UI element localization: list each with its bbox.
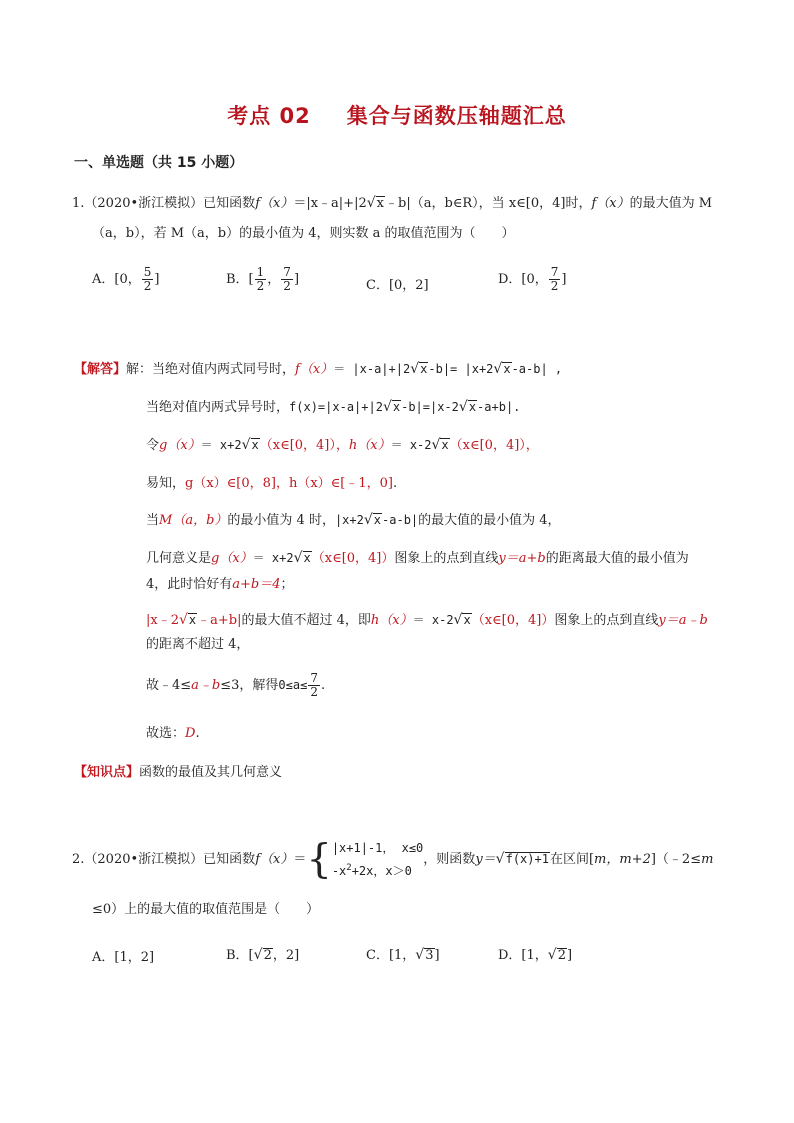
solution-line-7 bbox=[146, 573, 294, 592]
knowledge-point-tag: 【知识点】 bbox=[74, 765, 140, 780]
solution-text: 的最小值为 4 时， bbox=[227, 513, 335, 528]
solution-tag: 【解答】 bbox=[74, 362, 127, 377]
math-expr: -x bbox=[331, 864, 347, 878]
math-domain: （x∈[0，4]）， bbox=[259, 438, 349, 453]
solution-line-1 bbox=[74, 358, 562, 377]
math-expr: +2x，x＞0 bbox=[351, 864, 412, 878]
math-domain: （x∈[0，4]） bbox=[311, 551, 395, 566]
math-expr: g（x）∈[0，8]，h（x）∈[﹣1，0] bbox=[185, 476, 393, 491]
sqrt-symbol: √ bbox=[179, 612, 188, 628]
option-text: ] bbox=[154, 272, 160, 287]
denominator: 2 bbox=[143, 279, 152, 293]
question-2-line-2: ≤0）上的最大值的取值范围是（ ） bbox=[92, 902, 320, 917]
sqrt-radicand: x bbox=[503, 362, 511, 376]
option-d[interactable] bbox=[498, 944, 572, 963]
sqrt-symbol: √ bbox=[363, 512, 373, 528]
math-expr: |x﹣ bbox=[146, 613, 171, 628]
math-hx: h（x） bbox=[348, 438, 391, 453]
math-expr: a+b＝4 bbox=[232, 577, 281, 592]
math-domain: （x∈[0，4]）， bbox=[449, 438, 539, 453]
option-text: A．[0， bbox=[92, 272, 141, 287]
numerator: 7 bbox=[310, 671, 318, 685]
sqrt-symbol: √ bbox=[547, 947, 557, 963]
math-expr: 2 bbox=[170, 613, 179, 628]
sqrt-radicand: x bbox=[468, 400, 477, 414]
solution-text: 的距离最大值的最小值为 bbox=[545, 551, 689, 566]
solution-text: . bbox=[393, 476, 398, 491]
option-text: D．[0， bbox=[498, 272, 548, 287]
denominator: 2 bbox=[283, 279, 291, 293]
math-expr: m bbox=[701, 852, 714, 867]
math-domain: （x∈[0，4]） bbox=[471, 613, 555, 628]
math-expr: y＝a+b bbox=[498, 551, 546, 566]
math-fx: f（x） bbox=[295, 362, 334, 377]
option-c[interactable]: C．[0，2] bbox=[366, 278, 429, 293]
sqrt-radicand: x bbox=[303, 551, 311, 565]
title-topic-name: 集合与函数压轴题汇总 bbox=[346, 104, 567, 128]
knowledge-point-text: 函数的最值及其几何意义 bbox=[139, 765, 283, 780]
math-gx: g（x） bbox=[211, 551, 253, 566]
math-expr: y＝ bbox=[475, 852, 496, 867]
sqrt-symbol: √ bbox=[253, 947, 263, 963]
solution-line-2 bbox=[146, 396, 520, 415]
option-text: ] bbox=[566, 948, 573, 963]
solution-text: . bbox=[195, 726, 200, 741]
question-text: ﹣b|（a，b∈R），当 x∈[0，4]时， bbox=[385, 196, 592, 211]
math-expr: M（a，b） bbox=[159, 513, 228, 528]
sqrt-radicand: x bbox=[463, 613, 471, 627]
math-expr: ＝ x+2 bbox=[252, 551, 294, 565]
question-text: ]（﹣2≤ bbox=[650, 852, 702, 867]
option-text: B．[ bbox=[226, 948, 254, 963]
question-1-line-1 bbox=[72, 188, 712, 219]
question-source: （2020•浙江模拟） bbox=[84, 196, 204, 211]
question-text: 的最大值为 M bbox=[629, 196, 713, 211]
option-c[interactable] bbox=[366, 944, 440, 963]
numerator: 1 bbox=[256, 265, 265, 279]
solution-text: 当绝对值内两式异号时， bbox=[146, 400, 290, 415]
option-b[interactable] bbox=[226, 266, 299, 293]
math-expr: -b|=|x-2 bbox=[401, 400, 459, 414]
math-exponent: 2 bbox=[346, 863, 352, 873]
sqrt-radicand: x bbox=[188, 613, 197, 627]
sqrt-symbol: √ bbox=[495, 851, 505, 867]
piecewise-case-2 bbox=[332, 858, 423, 881]
section-heading: 一、单选题（共 15 小题） bbox=[74, 155, 244, 171]
solution-line-8 bbox=[146, 609, 708, 628]
sqrt-radicand: 2 bbox=[557, 948, 566, 963]
sqrt-radicand: x bbox=[373, 513, 382, 527]
numerator: 5 bbox=[143, 265, 152, 279]
sqrt-symbol: √ bbox=[382, 399, 392, 415]
math-expr: ＝|x﹣a|+|2 bbox=[293, 196, 367, 211]
sqrt-radicand: x bbox=[376, 196, 384, 211]
math-expr: ＝ x-2 bbox=[390, 438, 432, 452]
question-number: 1. bbox=[72, 196, 85, 211]
math-expr: ＝ x-2 bbox=[412, 613, 454, 627]
solution-text: 的最大值的最小值为 4， bbox=[418, 513, 561, 528]
sqrt-symbol: √ bbox=[410, 361, 420, 377]
solution-text: ； bbox=[280, 577, 294, 592]
sqrt-radicand: f(x)+1 bbox=[505, 852, 549, 866]
sqrt-radicand: x bbox=[420, 362, 428, 376]
fraction bbox=[255, 266, 267, 293]
solution-line-11 bbox=[146, 722, 200, 741]
question-number: 2. bbox=[72, 852, 85, 867]
fraction bbox=[142, 266, 154, 293]
sqrt-symbol: √ bbox=[415, 947, 425, 963]
sqrt-symbol: √ bbox=[293, 550, 303, 566]
piecewise-cases bbox=[332, 838, 423, 881]
math-expr: a﹣b bbox=[191, 678, 221, 693]
solution-text: 令 bbox=[146, 438, 160, 453]
solution-text: 故﹣4≤ bbox=[146, 678, 192, 693]
sqrt-symbol: √ bbox=[458, 399, 468, 415]
math-hx: h（x） bbox=[370, 613, 413, 628]
solution-line-4 bbox=[146, 472, 397, 491]
question-2-line-1 bbox=[72, 838, 713, 881]
question-text: 在区间[ bbox=[549, 852, 595, 867]
solution-text: 的最大值不超过 4，即 bbox=[241, 613, 371, 628]
question-source: （2020•浙江模拟） bbox=[84, 852, 204, 867]
fraction bbox=[549, 266, 561, 293]
question-text: 已知函数 bbox=[203, 852, 256, 867]
math-expr: -a-b| bbox=[382, 513, 419, 527]
fraction bbox=[281, 266, 293, 293]
numerator: 7 bbox=[283, 265, 291, 279]
math-expr: -a-b| , bbox=[511, 362, 563, 376]
math-expr: -b|= |x+2 bbox=[428, 362, 494, 376]
math-expr: ＝ bbox=[293, 852, 307, 867]
solution-text: 几何意义是 bbox=[146, 551, 212, 566]
sqrt-radicand: x bbox=[441, 438, 449, 452]
numerator: 7 bbox=[550, 265, 559, 279]
math-fx: f（x） bbox=[591, 196, 630, 211]
math-expr: y＝a﹣b bbox=[658, 613, 708, 628]
solution-text: . bbox=[320, 678, 326, 693]
solution-line-6 bbox=[146, 547, 689, 566]
option-text: C．[1， bbox=[366, 948, 416, 963]
solution-line-3 bbox=[146, 434, 539, 453]
fraction bbox=[308, 672, 320, 699]
option-text: D．[1， bbox=[498, 948, 548, 963]
math-expr: ﹣a+b| bbox=[197, 613, 242, 628]
sqrt-symbol: √ bbox=[453, 612, 463, 628]
solution-text: 当 bbox=[146, 513, 160, 528]
option-text: ] bbox=[293, 272, 300, 287]
math-expr: ＝ |x-a|+|2 bbox=[333, 362, 411, 376]
denominator: 2 bbox=[256, 279, 265, 293]
denominator: 2 bbox=[550, 279, 559, 293]
math-fx: f（x） bbox=[255, 196, 294, 211]
piecewise-brace: { bbox=[306, 836, 332, 883]
math-expr: ＝ x+2 bbox=[200, 438, 242, 452]
sqrt-symbol: √ bbox=[241, 437, 251, 453]
option-a[interactable] bbox=[92, 266, 159, 293]
title-topic-number: 考点 02 bbox=[227, 104, 311, 128]
option-text: ， bbox=[267, 272, 281, 287]
sqrt-symbol: √ bbox=[431, 437, 441, 453]
option-text: B．[ bbox=[226, 272, 254, 287]
option-text: ] bbox=[434, 948, 440, 963]
question-1-line-2: （a，b），若 M（a，b）的最小值为 4，则实数 a 的取值范围为（ ） bbox=[92, 226, 515, 241]
math-expr: f(x)=|x-a|+|2 bbox=[289, 400, 383, 414]
solution-text: 解：当绝对值内两式同号时， bbox=[126, 362, 296, 377]
solution-line-9: 的距离不超过 4， bbox=[146, 637, 250, 652]
option-text: ] bbox=[561, 272, 567, 287]
sqrt-symbol: √ bbox=[366, 195, 376, 211]
math-gx: g（x） bbox=[159, 438, 201, 453]
solution-text: 4，此时恰好有 bbox=[146, 577, 233, 592]
denominator: 2 bbox=[310, 685, 318, 699]
sqrt-symbol: √ bbox=[493, 361, 503, 377]
solution-text: ≤3，解得 bbox=[220, 678, 279, 693]
option-b[interactable] bbox=[226, 944, 299, 963]
sqrt-radicand: 2 bbox=[263, 948, 272, 963]
solution-line-5 bbox=[146, 509, 561, 528]
option-text: ，2] bbox=[272, 948, 300, 963]
solution-text: 图象上的点到直线 bbox=[554, 613, 659, 628]
option-d[interactable] bbox=[498, 266, 567, 293]
math-expr: |x+2 bbox=[334, 513, 364, 527]
sqrt-radicand: x bbox=[251, 438, 259, 452]
question-text: ，则函数 bbox=[423, 852, 476, 867]
solution-text: 易知， bbox=[146, 476, 186, 491]
option-a[interactable]: A．[1，2] bbox=[92, 950, 155, 965]
question-text: 已知函数 bbox=[203, 196, 256, 211]
solution-line-10 bbox=[146, 672, 325, 699]
piecewise-case-1: |x+1|-1， x≤0 bbox=[331, 841, 424, 855]
page-title bbox=[0, 100, 794, 130]
math-fx: f（x） bbox=[255, 852, 294, 867]
sqrt-radicand: 3 bbox=[425, 948, 434, 963]
math-expr: -a+b|. bbox=[477, 400, 521, 414]
sqrt-radicand: x bbox=[392, 400, 401, 414]
answer-letter: D bbox=[185, 726, 196, 741]
knowledge-point bbox=[74, 761, 282, 780]
solution-text: 故选： bbox=[146, 726, 186, 741]
math-expr: m，m+2 bbox=[594, 852, 651, 867]
math-expr: 0≤a≤ bbox=[278, 678, 308, 692]
solution-text: 图象上的点到直线 bbox=[394, 551, 499, 566]
